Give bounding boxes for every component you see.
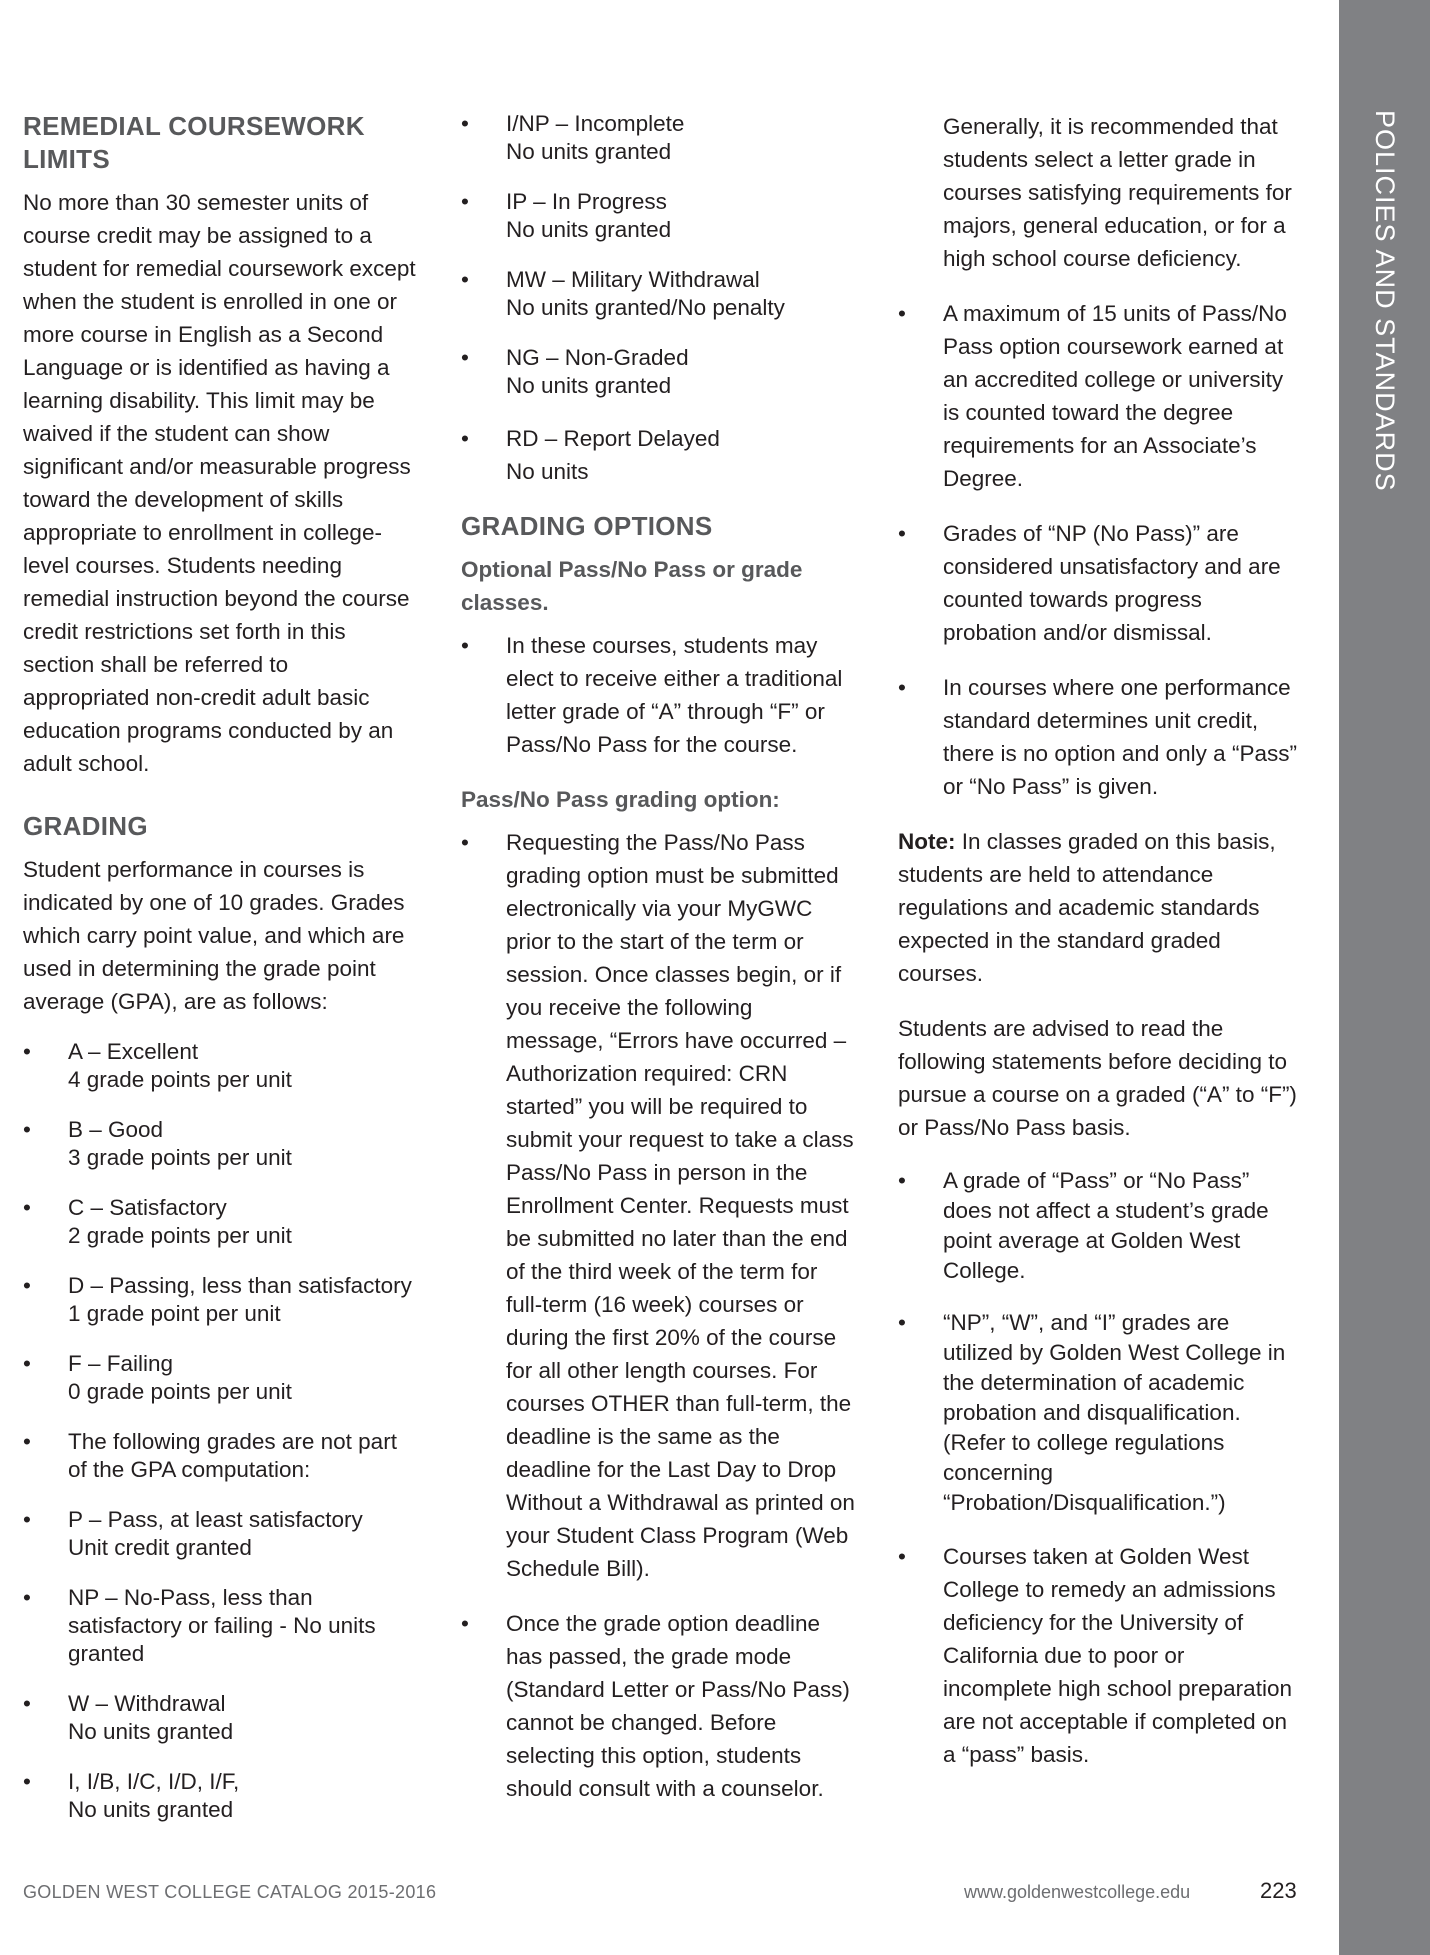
list-item: • D – Passing, less than satisfactory 1 grade point per unit bbox=[23, 1272, 418, 1328]
column-2 bbox=[461, 110, 856, 1827]
list-item: • Courses taken at Golden West College to remedy an admissions deficiency for the University of California due to poor or incomplete high school preparation are not acceptable if completed on a “pass” basis. bbox=[898, 1540, 1298, 1771]
remedial-body: No more than 30 semester units of course credit may be assigned to a student for remedial coursework except when the student is enrolled in one or more course in English as a Second Language or is identified as having a learning disability. This limit may be waived if the student can show significant and/or measurable progress toward the development of skills appropriate to enrollment in college-level courses. Students needing remedial instruction beyond the course credit restrictions set forth in this section shall be referred to appropriated non-credit adult basic education programs conducted by an adult school. bbox=[23, 190, 416, 776]
pnp-subheading: Pass/No Pass grading option: bbox=[461, 787, 780, 812]
list-item: • I, I/B, I/C, I/D, I/F, No units granted bbox=[23, 1768, 418, 1824]
grading-body: Student performance in courses is indicated by one of 10 grades. Grades which carry point value, and which are used in determining the grade point average (GPA), are as follows: bbox=[23, 857, 405, 1014]
footer-catalog: GOLDEN WEST COLLEGE CATALOG 2015-2016 bbox=[23, 1882, 437, 1902]
footer-url[interactable]: www.goldenwestcollege.edu bbox=[964, 1882, 1191, 1902]
list-item: • In these courses, students may elect to receive either a traditional letter grade of “A” through “F” or Pass/No Pass for the course. bbox=[461, 629, 856, 761]
list-item: • Once the grade option deadline has passed, the grade mode (Standard Letter or Pass/No Pass) cannot be changed. Before selecting this option, students should consult with a counselor. bbox=[461, 1607, 856, 1805]
note-label: Note: bbox=[898, 829, 956, 854]
page-number: 223 bbox=[1260, 1878, 1297, 1903]
list-item: • Grades of “NP (No Pass)” are considered unsatisfactory and are counted towards progress probation and/or dismissal. bbox=[898, 517, 1298, 649]
optional-subheading: Optional Pass/No Pass or grade classes. bbox=[461, 557, 803, 615]
bullets-1 bbox=[898, 297, 1298, 803]
grading-heading: GRADING bbox=[23, 811, 148, 841]
pnp-bullets bbox=[461, 826, 856, 1805]
list-item: • A – Excellent 4 grade points per unit bbox=[23, 1038, 418, 1094]
list-item: • P – Pass, at least satisfactory Unit credit granted bbox=[23, 1506, 418, 1562]
note-paragraph bbox=[898, 825, 1298, 990]
list-item: • MW – Military Withdrawal No units granted/No penalty bbox=[461, 266, 856, 322]
continued-text: Generally, it is recommended that students select a letter grade in courses satisfying requirements for majors, general education, or for a high school course deficiency. bbox=[943, 114, 1292, 271]
grading-options-heading: GRADING OPTIONS bbox=[461, 511, 713, 541]
list-item: • The following grades are not part of the GPA computation: bbox=[23, 1428, 418, 1484]
column-3 bbox=[898, 110, 1298, 1793]
column-1 bbox=[23, 110, 418, 1846]
sidebar-title: POLICIES AND STANDARDS bbox=[1370, 110, 1400, 492]
remedial-heading: REMEDIAL COURSEWORK LIMITS bbox=[23, 111, 365, 174]
list-item: • A grade of “Pass” or “No Pass” does not affect a student’s grade point average at Golden West College. bbox=[898, 1166, 1298, 1286]
grade-list-2 bbox=[461, 110, 856, 488]
note-text: In classes graded on this basis, students are held to attendance regulations and academic standards expected in the standard graded courses. bbox=[898, 829, 1276, 986]
list-item: • B – Good 3 grade points per unit bbox=[23, 1116, 418, 1172]
grade-list-1 bbox=[23, 1038, 418, 1824]
list-item: • A maximum of 15 units of Pass/No Pass option coursework earned at an accredited college or university is counted toward the degree requirements for an Associate’s Degree. bbox=[898, 297, 1298, 495]
list-item: • IP – In Progress No units granted bbox=[461, 188, 856, 244]
list-item: • I/NP – Incomplete No units granted bbox=[461, 110, 856, 166]
list-item: • Requesting the Pass/No Pass grading option must be submitted electronically via your MyGWC prior to the start of the term or session. Once classes begin, or if you receive the following message, “Errors have occurred – Authorization required: CRN started” you will be required to submit your request to take a class Pass/No Pass in person in the Enrollment Center. Requests must be submitted no later than the end of the third week of the term for full-term (16 week) courses or during the first 20% of the course for all other length courses. For courses OTHER than full-term, the deadline is the same as the deadline for the Last Day to Drop Without a Withdrawal as printed on your Student Class Program (Web Schedule Bill). bbox=[461, 826, 856, 1585]
bullets-2 bbox=[898, 1166, 1298, 1771]
list-item: • NG – Non-Graded No units granted bbox=[461, 344, 856, 400]
list-item: • NP – No-Pass, less than satisfactory or failing - No units granted bbox=[23, 1584, 418, 1668]
list-item: • In courses where one performance standard determines unit credit, there is no option and only a “Pass” or “No Pass” is given. bbox=[898, 671, 1298, 803]
list-item: • “NP”, “W”, and “I” grades are utilized by Golden West College in the determination of academic probation and disqualification. (Refer to college regulations concerning “Probation/Disqualification.”) bbox=[898, 1308, 1298, 1518]
optional-bullets bbox=[461, 629, 856, 761]
list-item: • W – Withdrawal No units granted bbox=[23, 1690, 418, 1746]
list-item: • C – Satisfactory 2 grade points per unit bbox=[23, 1194, 418, 1250]
list-item: • F – Failing 0 grade points per unit bbox=[23, 1350, 418, 1406]
list-item: • RD – Report Delayed No units bbox=[461, 422, 856, 488]
advice-paragraph: Students are advised to read the following statements before deciding to pursue a course on a graded (“A” to “F”) or Pass/No Pass basis. bbox=[898, 1016, 1297, 1140]
